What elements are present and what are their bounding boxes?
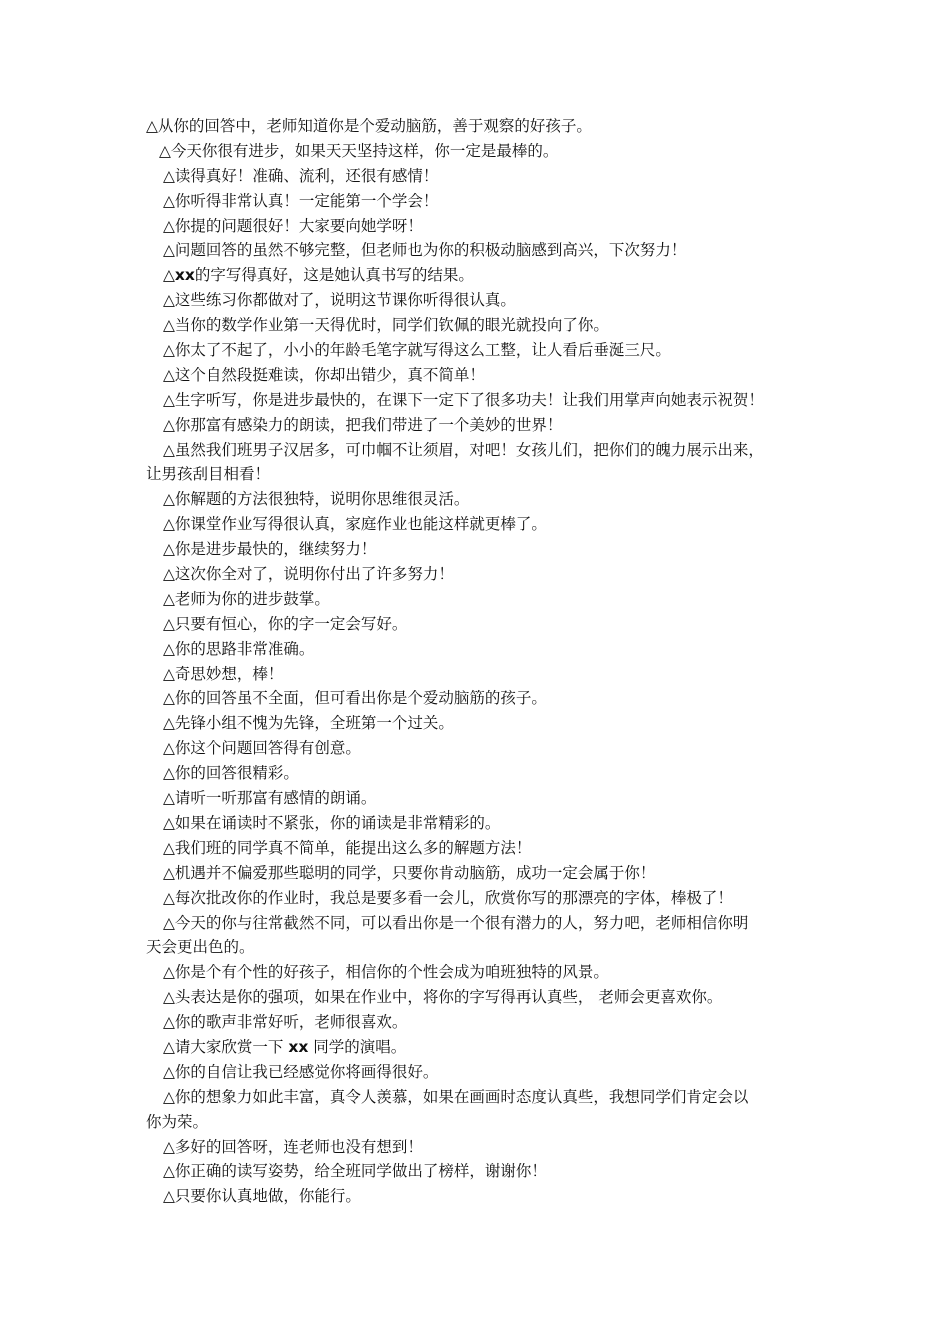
- text-line: △这个自然段挺难读，你却出错少，真不简单！: [163, 365, 485, 384]
- text-line: △请听一听那富有感情的朗诵。: [163, 789, 377, 808]
- text-line: △你是个有个性的好孩子，相信你的个性会成为咱班独特的风景。: [163, 963, 609, 982]
- text-line: △你的回答很精彩。: [163, 764, 299, 783]
- text-line: △你听得非常认真！一定能第一个学会！: [163, 191, 439, 210]
- text-line: △你那富有感染力的朗读，把我们带进了一个美妙的世界！: [163, 415, 563, 434]
- text-line: △问题回答的虽然不够完整，但老师也为你的积极动脑感到高兴，下次努力！: [163, 241, 687, 260]
- text-line: △读得真好！准确、流利，还很有感情！: [163, 166, 439, 185]
- text-line-continuation: 你为荣。: [146, 1112, 209, 1131]
- text-line: △你的回答虽不全面，但可看出你是个爱动脑筋的孩子。: [163, 689, 547, 708]
- text-line: △多好的回答呀，连老师也没有想到！: [163, 1137, 423, 1156]
- text-line: △我们班的同学真不简单，能提出这么多的解题方法！: [163, 838, 532, 857]
- text-line: △你太了不起了，小小的年龄毛笔字就写得这么工整，让人看后垂涎三尺。: [163, 341, 671, 360]
- text-line: △你的歌声非常好听，老师很喜欢。: [163, 1013, 408, 1032]
- bold-placeholder: xx: [288, 1037, 309, 1056]
- text-line: △你的思路非常准确。: [163, 639, 315, 658]
- text-line: △这些练习你都做对了，说明这节课你听得很认真。: [163, 291, 516, 310]
- text-line: △老师为你的进步鼓掌。: [163, 589, 330, 608]
- text-line: △生字听写，你是进步最快的，在课下一定下了很多功夫！让我们用掌声向她表示祝贺！: [163, 390, 764, 409]
- text-line: △这次你全对了，说明你付出了许多努力！: [163, 565, 454, 584]
- text-line-continuation: 让男孩刮目相看！: [146, 465, 271, 484]
- text-line: △只要有恒心，你的字一定会写好。: [163, 614, 408, 633]
- text-line: △只要你认真地做，你能行。: [163, 1187, 361, 1206]
- document-page: [146, 114, 812, 1209]
- text-line: △当你的数学作业第一天得优时，同学们钦佩的眼光就投向了你。: [163, 316, 609, 335]
- text-line: △你解题的方法很独特，说明你思维很灵活。: [163, 490, 470, 509]
- text-line-first: △虽然我们班男子汉居多，可巾帼不让须眉，对吧！女孩儿们，把你们的魄力展示出来，: [163, 440, 764, 459]
- text-paragraph: [146, 911, 812, 961]
- text-line: [146, 263, 812, 288]
- text-line: △你正确的读写姿势，给全班同学做出了榜样，谢谢你！: [163, 1162, 547, 1181]
- text-line: △你的自信让我已经感觉你将画得很好。: [163, 1062, 439, 1081]
- text-paragraph: [146, 438, 812, 488]
- text-line-continuation: 天会更出色的。: [146, 938, 255, 957]
- text-line: △每次批改你的作业时，我总是要多看一会儿，欣赏你写的那漂亮的字体，棒极了！: [163, 888, 733, 907]
- bold-placeholder: xx: [174, 266, 195, 285]
- text-segment: △请大家欣赏一下: [163, 1037, 289, 1056]
- text-line: △头表达是你的强项，如果在作业中，将你的字写得再认真些， 老师会更喜欢你。: [163, 988, 723, 1007]
- text-line: △如果在诵读时不紧张，你的诵读是非常精彩的。: [163, 813, 501, 832]
- text-line: △你这个问题回答得有创意。: [163, 739, 361, 758]
- text-line-first: △今天的你与往常截然不同，可以看出你是一个很有潜力的人，努力吧，老师相信你明: [163, 913, 749, 932]
- text-paragraph: [146, 1085, 812, 1135]
- text-line: △先锋小组不愧为先锋，全班第一个过关。: [163, 714, 454, 733]
- text-line-first: △你的想象力如此丰富，真令人羡慕，如果在画画时态度认真些，我想同学们肯定会以: [163, 1087, 749, 1106]
- text-line: [146, 1035, 812, 1060]
- text-line: △你提的问题很好！大家要向她学呀！: [163, 216, 423, 235]
- text-segment: △: [163, 266, 175, 285]
- text-line: △你课堂作业写得很认真，家庭作业也能这样就更棒了。: [163, 515, 547, 534]
- text-line: △从你的回答中，老师知道你是个爱动脑筋，善于观察的好孩子。: [146, 117, 592, 135]
- text-line: △你是进步最快的，继续努力！: [163, 540, 377, 559]
- text-segment: 的字写得真好，这是她认真书写的结果。: [194, 266, 474, 285]
- text-segment: 同学的演唱。: [308, 1037, 407, 1056]
- text-line: △奇思妙想，棒！: [163, 664, 284, 683]
- text-line: △机遇并不偏爱那些聪明的同学，只要你肯动脑筋，成功一定会属于你！: [163, 863, 656, 882]
- text-line: △今天你很有进步，如果天天坚持这样，你一定是最棒的。: [159, 141, 559, 160]
